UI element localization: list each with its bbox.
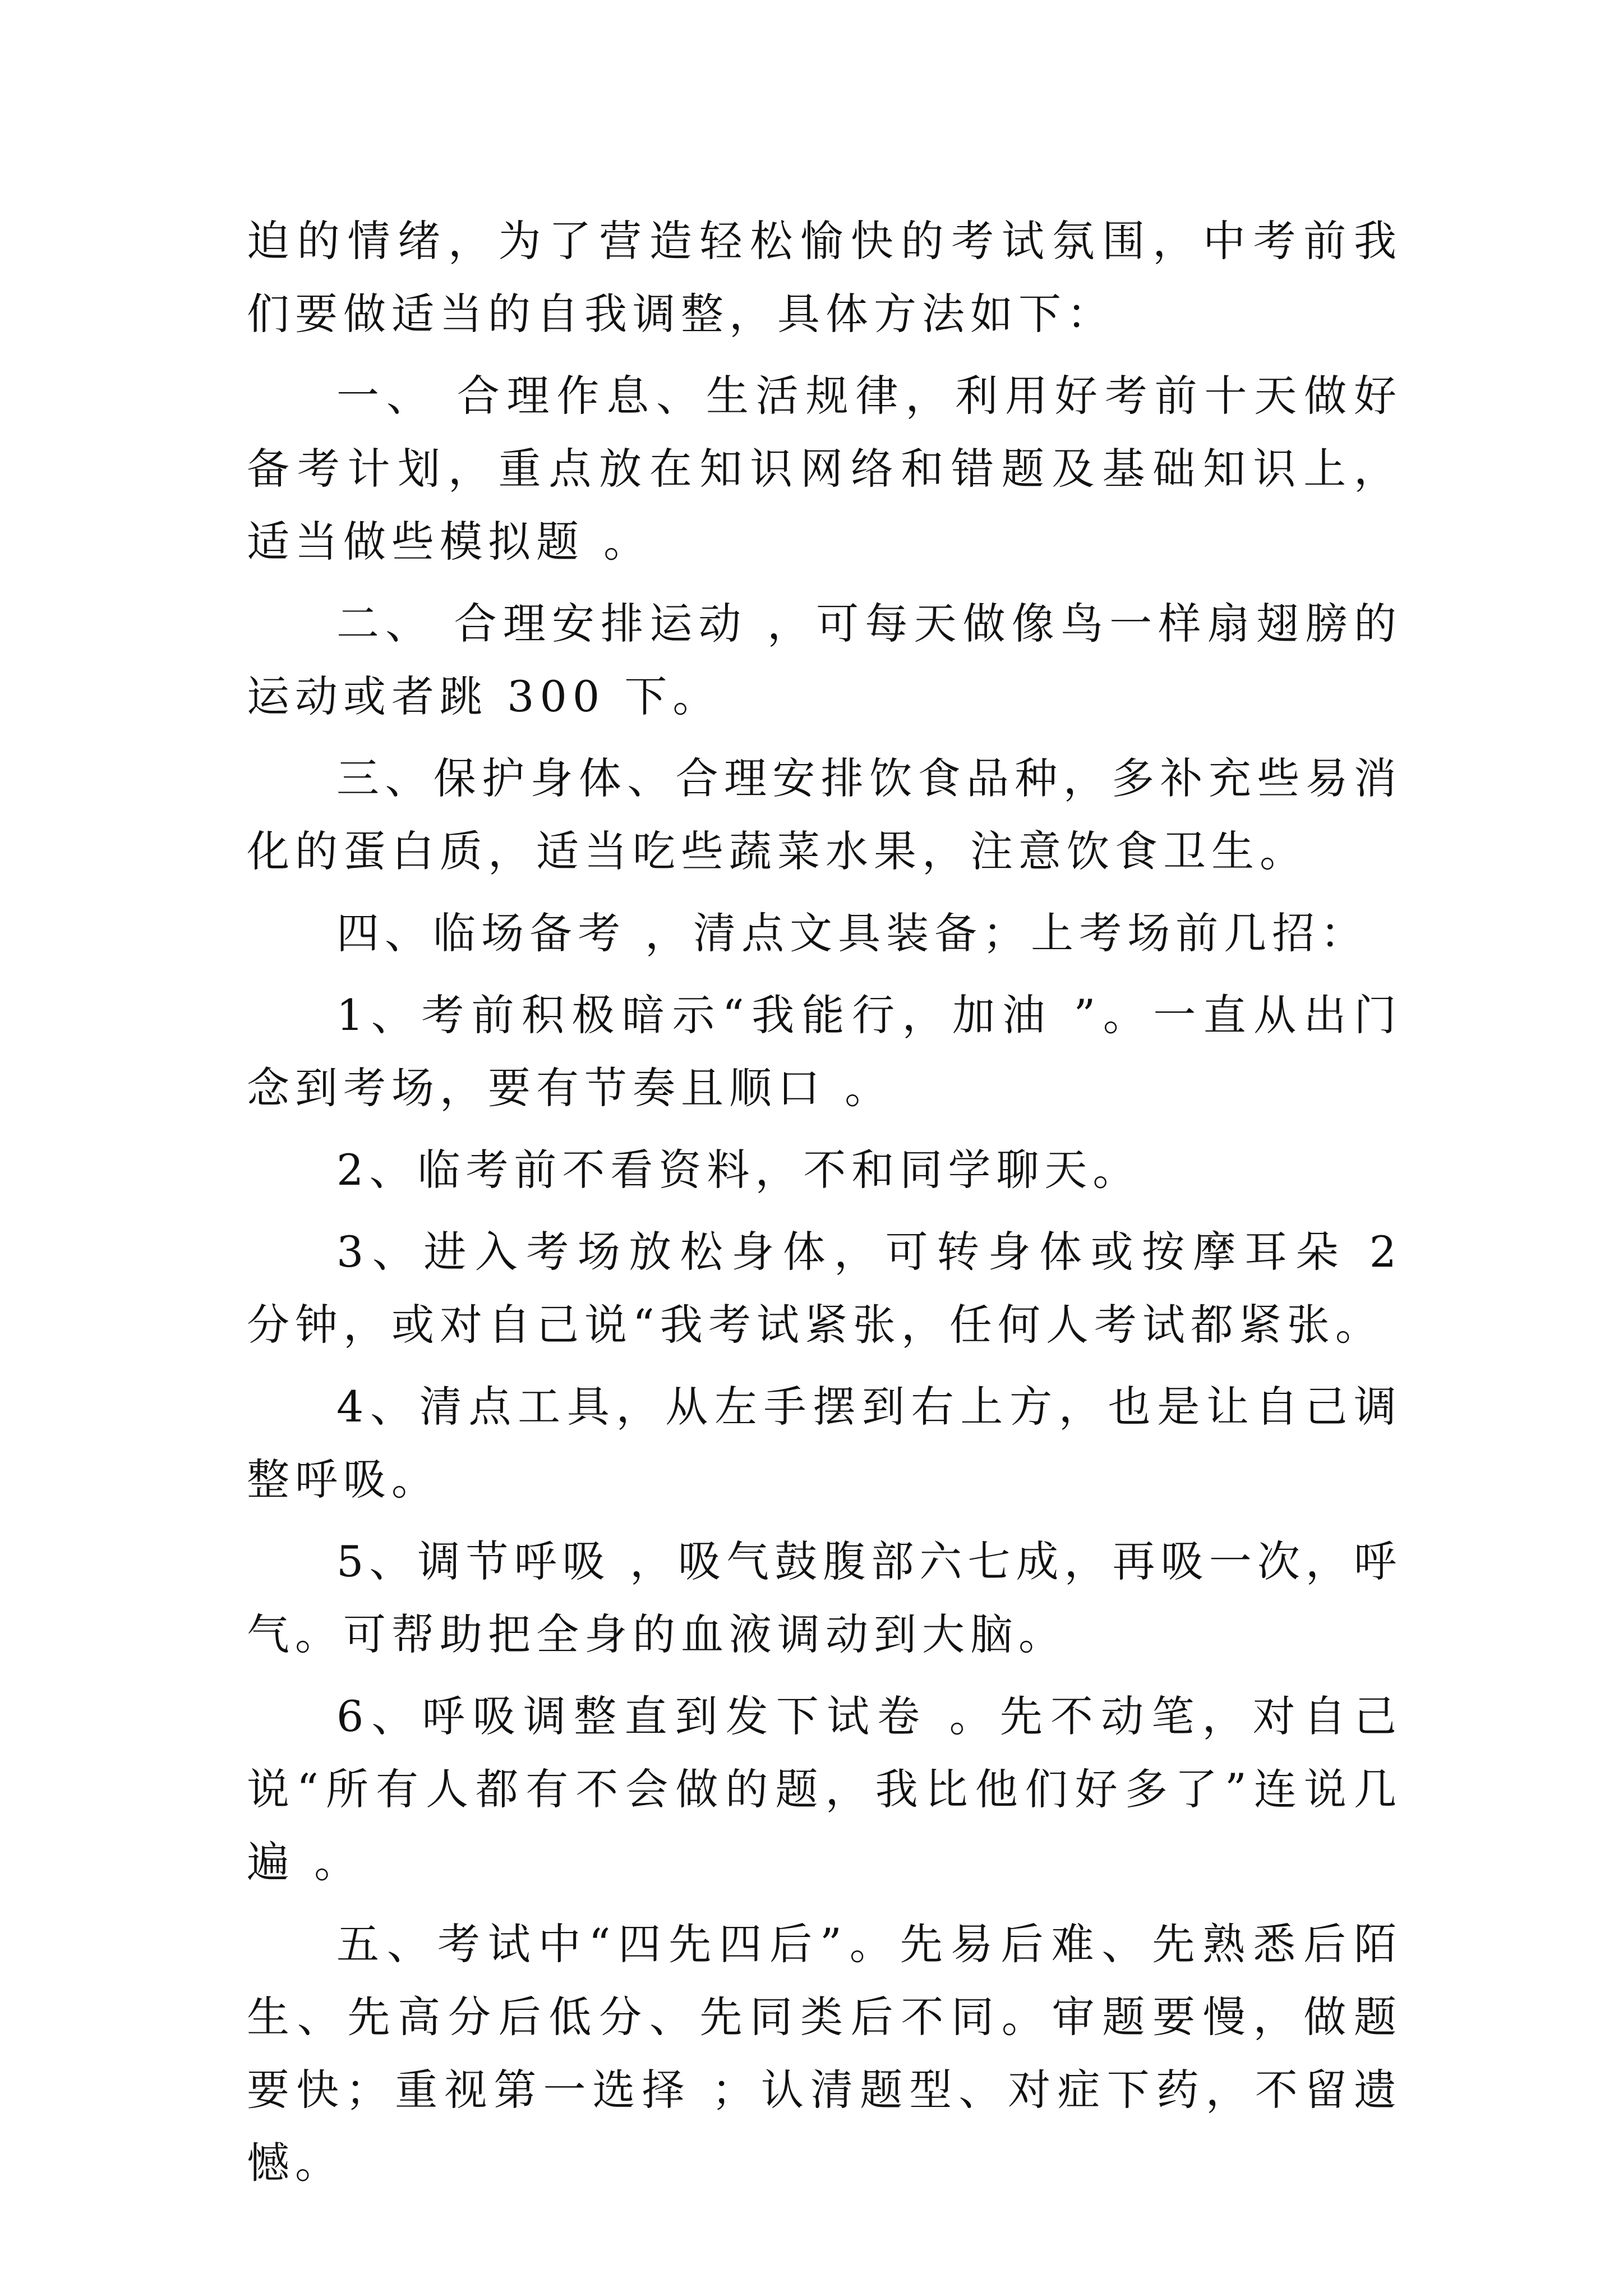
- paragraph-tip-2: 2、临考前不看资料，不和同学聊天。: [336, 1145, 1141, 1195]
- paragraph-intro: 迫的情绪，为了营造轻松愉快的考试氛围，中考前我们要做适当的自我调整，具体方法如下：: [247, 216, 1402, 339]
- paragraph-tip-4: 4、清点工具，从左手摆到右上方，也是让自己调整呼吸。: [247, 1382, 1402, 1504]
- paragraph-tip-6: 6、呼吸调整直到发下试卷 。先不动笔，对自己说“所有人都有不会做的题，我比他们好多了”连说几遍 。: [247, 1691, 1402, 1887]
- document-body: [247, 205, 1402, 2200]
- paragraph-tip-1: 1、考前积极暗示“我能行，加油 ”。一直从出门念到考场，要有节奏且顺口 。: [247, 990, 1402, 1113]
- paragraph-tip-5: 5、调节呼吸 ，吸气鼓腹部六七成，再吸一次，呼气。可帮助把全身的血液调动到大脑。: [247, 1536, 1402, 1659]
- paragraph-item-2: 二、 合理安排运动 ，可每天做像鸟一样扇翅膀的运动或者跳 300 下。: [247, 599, 1402, 721]
- paragraph-item-5: 五、考试中“四先四后”。先易后难、先熟悉后陌生、先高分后低分、先同类后不同。审题要慢，做题要快；重视第一选择 ；认清题型、对症下药，不留遗憾。: [247, 1919, 1402, 2188]
- paragraph-item-4: 四、临场备考 ，清点文具装备；上考场前几招：: [336, 908, 1369, 958]
- paragraph-item-1: 一、 合理作息、生活规律，利用好考前十天做好备考计划，重点放在知识网络和错题及基础知识上，适当做些模拟题 。: [247, 371, 1402, 567]
- paragraph-item-3: 三、保护身体、合理安排饮食品种，多补充些易消化的蛋白质，适当吃些蔬菜水果，注意饮食卫生。: [247, 753, 1402, 876]
- paragraph-tip-3: 3、进入考场放松身体，可转身体或按摩耳朵 2 分钟，或对自己说“我考试紧张，任何人考试都紧张。: [247, 1227, 1402, 1350]
